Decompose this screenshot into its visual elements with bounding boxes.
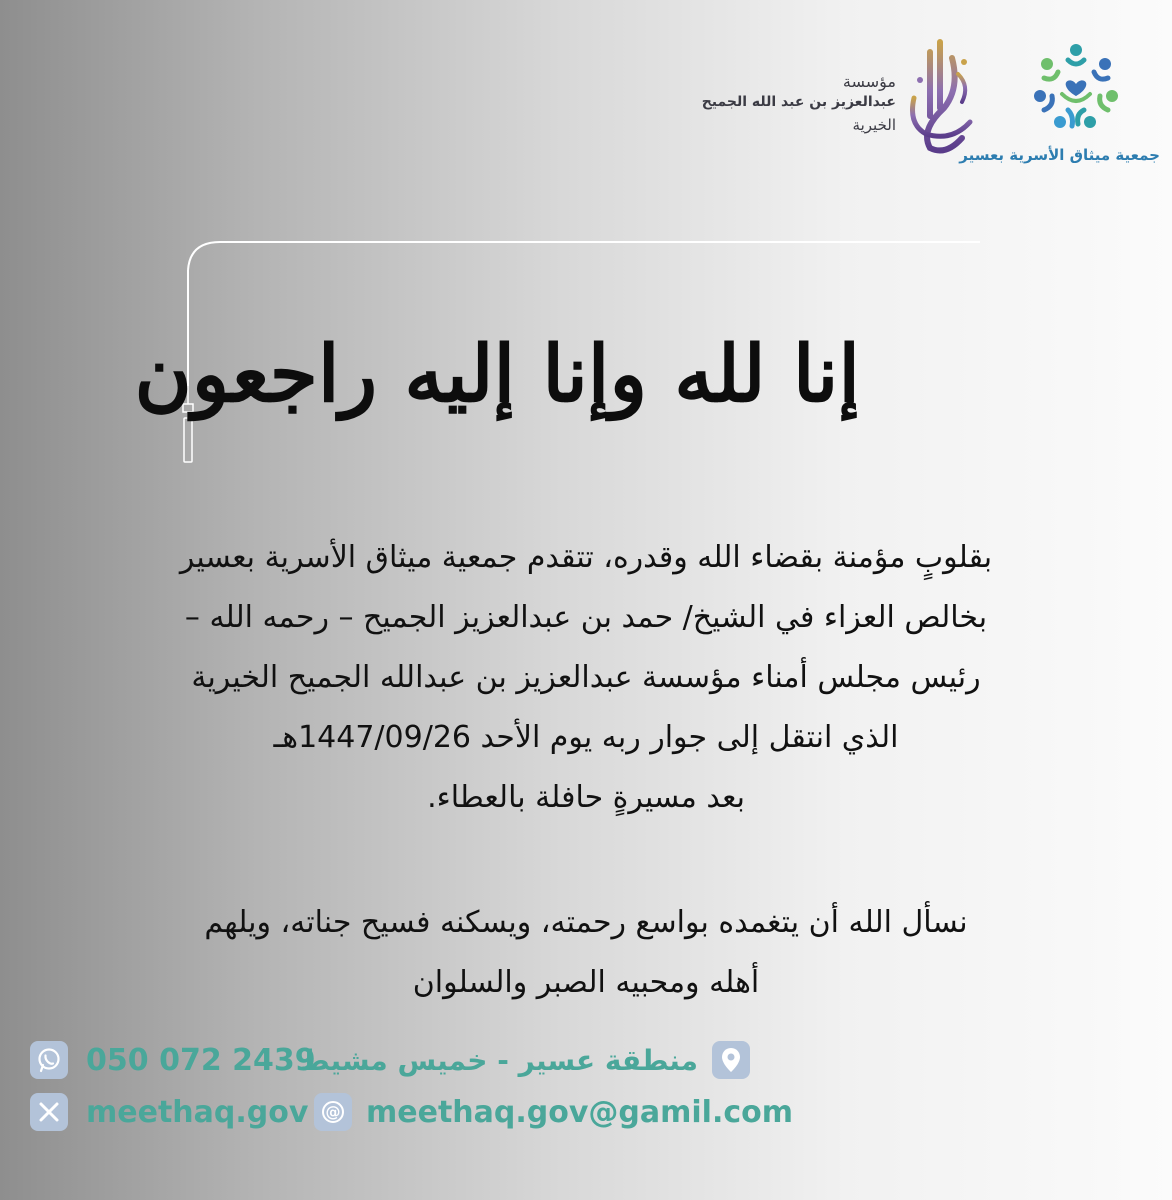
meethaq-emblem-icon xyxy=(1028,38,1124,134)
condolence-line: رئيس مجلس أمناء مؤسسة عبدالعزيز بن عبدالله الجميح الخيرية xyxy=(191,660,981,695)
x-logo-icon xyxy=(30,1093,68,1131)
istirja-calligraphy: إنا لله وإنا إليه راجعون xyxy=(134,329,860,420)
prayer-line: أهله ومحبيه الصبر والسلوان xyxy=(412,965,760,1000)
condolence-line: الذي انتقل إلى جوار ربه يوم الأحد 1447/09/26هـ xyxy=(273,720,899,755)
at-sign-icon xyxy=(314,1093,352,1131)
condolence-line: بعد مسيرةٍ حافلة بالعطاء. xyxy=(427,780,745,815)
phone-number[interactable]: 050 072 2439 xyxy=(86,1042,316,1078)
jumaih-logo-line2: عبدالعزيز بن عبد الله الجميح xyxy=(701,94,896,110)
jumaih-calligraphy-mark-icon xyxy=(900,38,980,156)
jumaih-foundation-logo xyxy=(700,38,990,168)
condolence-line: بقلوبٍ مؤمنة بقضاء الله وقدره، تتقدم جمعية ميثاق الأسرية بعسير xyxy=(179,540,993,575)
condolence-paragraph xyxy=(60,528,1112,828)
prayer-paragraph xyxy=(60,893,1112,1013)
contact-email[interactable] xyxy=(314,1090,793,1134)
email-address[interactable]: meethaq.gov@gamil.com xyxy=(366,1094,794,1130)
location-text: منطقة عسير - خميس مشيط xyxy=(300,1043,698,1077)
meethaq-logo-caption: جمعية ميثاق الأسرية بعسير xyxy=(959,146,1160,164)
x-handle[interactable]: meethaq.gov xyxy=(86,1094,309,1130)
svg-text:@: @ xyxy=(325,1103,341,1121)
location-pin-icon xyxy=(712,1041,750,1079)
jumaih-logo-line1: مؤسسة xyxy=(842,72,896,91)
jumaih-logo-line3: الخيرية xyxy=(852,116,896,134)
contact-phone[interactable] xyxy=(30,1038,316,1082)
condolence-line: بخالص العزاء في الشيخ/ حمد بن عبدالعزيز الجميح – رحمه الله – xyxy=(184,600,988,635)
meethaq-logo xyxy=(959,38,1160,168)
contact-location xyxy=(301,1038,750,1082)
contact-x-account[interactable] xyxy=(30,1090,308,1134)
whatsapp-icon xyxy=(30,1041,68,1079)
prayer-line: نسأل الله أن يتغمده بواسع رحمته، ويسكنه فسيح جناته، ويلهم xyxy=(204,905,968,940)
